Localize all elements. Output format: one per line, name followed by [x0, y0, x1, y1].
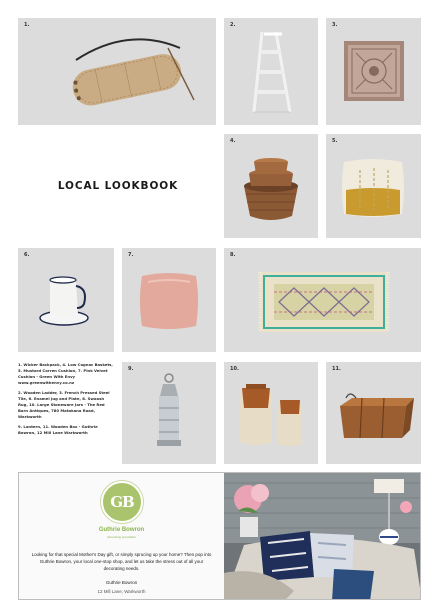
- credit-line: 1. Wicker Backpack, 4. Low Cognac Baskets, 5. Mustard Corren Cushion, 7. Pink Velvet Cushion - Green With Envy www.greenwithenvy.co.nz: [18, 362, 113, 385]
- product-tile-mustard-cushion: [326, 134, 421, 238]
- product-tile-lantern: [122, 362, 216, 464]
- interior-scene-image: [224, 473, 421, 600]
- guthrie-bowron-logo: [101, 481, 143, 523]
- product-tile-wooden-box: [326, 362, 421, 464]
- item-number: 9.: [128, 366, 134, 372]
- product-tile-stoneware-jars: [224, 362, 318, 464]
- item-number: 2.: [230, 22, 236, 28]
- item-number: 5.: [332, 138, 338, 144]
- ad-brand-name: Guthrie Bowron: [98, 527, 145, 533]
- item-number: 6.: [24, 252, 30, 258]
- page-title: [18, 134, 218, 238]
- stoneware-jars-image: [224, 362, 318, 464]
- item-number: 10.: [230, 366, 239, 372]
- ad-body-text: Looking for that special Mother's Day gift, or simply sprucing up your home? Then pop into Guthrie Bowron, your local one-stop shop, and let us take the stress out of all your decorating needs.: [31, 552, 212, 571]
- product-tile-wooden-ladder: [224, 18, 318, 125]
- swoosh-rug-image: [224, 248, 421, 352]
- product-tile-swoosh-rug: [224, 248, 421, 352]
- ad-contact-address: 12 Mill Lane, Warkworth: [97, 589, 146, 594]
- product-tile-cognac-baskets: [224, 134, 318, 238]
- ad-text-panel: [19, 473, 224, 600]
- wooden-box-image: [326, 362, 421, 464]
- item-number: 1.: [24, 22, 30, 28]
- credit-line: 9. Lantern, 11. Wooden Box - Guthrie Bowron, 12 Mill Lane Warkworth: [18, 424, 98, 435]
- guthrie-bowron-advertisement: [18, 472, 421, 600]
- ad-tagline: decorating specialists: [107, 535, 136, 539]
- product-tile-pink-cushion: [122, 248, 216, 352]
- item-number: 3.: [332, 22, 338, 28]
- product-tile-enamel-jug: [18, 248, 114, 352]
- product-tile-pressed-steel-tile: [326, 18, 421, 125]
- wicker-backpack-image: [18, 18, 216, 125]
- ad-contact-name: Guthrie Bowron: [105, 580, 138, 585]
- page-title-text: LOCAL LOOKBOOK: [57, 180, 179, 192]
- credit-line: 2. Wooden Ladder, 3. French Pressed Steel Tile, 6. Enamel Jug and Plate, 8. Swoosh Rug, 10. Large Stoneware Jars - The Red Barn Antiques, 780 Matakana Road, Warkworth: [18, 390, 110, 419]
- pink-cushion-image: [122, 248, 216, 352]
- logo-monogram: GB: [110, 493, 134, 511]
- pressed-steel-tile-image: [326, 18, 421, 125]
- wooden-ladder-image: [224, 18, 318, 125]
- item-number: 8.: [230, 252, 236, 258]
- ad-interior-photo: [224, 473, 421, 600]
- lantern-image: [122, 362, 216, 464]
- enamel-jug-image: [18, 248, 114, 352]
- cognac-baskets-image: [224, 134, 318, 238]
- product-tile-wicker-backpack: [18, 18, 216, 125]
- item-number: 11.: [332, 366, 341, 372]
- item-number: 4.: [230, 138, 236, 144]
- product-credits: [18, 362, 114, 440]
- mustard-cushion-image: [326, 134, 421, 238]
- item-number: 7.: [128, 252, 134, 258]
